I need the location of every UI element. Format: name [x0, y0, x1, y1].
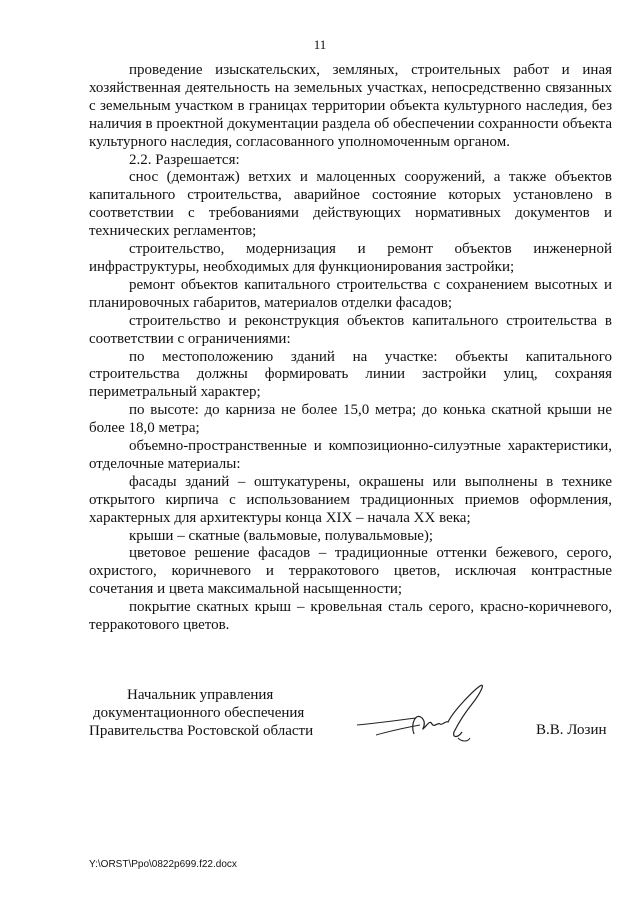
paragraph: строительство, модернизация и ремонт объектов инженерной инфраструктуры, необходимых для функционирования застройки;: [89, 241, 612, 275]
signatory-position-line-3: Правительства Ростовской области: [89, 723, 314, 739]
paragraph: ремонт объектов капитального строительства с сохранением высотных и планировочных габаритов, материалов отделки фасадов;: [89, 276, 612, 311]
handwritten-signature: [354, 680, 484, 750]
paragraph: покрытие скатных крыш – кровельная сталь серого, красно-коричневого, терракотового цветов.: [89, 599, 612, 634]
paragraph: фасады зданий – оштукатурены, окрашены или выполнены в технике открытого кирпича с использованием традиционных приемов оформления, характерных для архитектуры конца XIX – начала XX века;: [89, 473, 612, 526]
paragraph: крыши – скатные (вальмовые, полувальмовые);: [129, 527, 434, 544]
paragraph: по высоте: до карниза не более 15,0 метра; до конька скатной крыши не более 18,0 метра;: [89, 402, 612, 437]
file-path: Y:\ORST\Ppo\0822p699.f22.docx: [89, 859, 237, 870]
paragraph: строительство и реконструкция объектов капитального строительства в соответствии с ограничениями:: [89, 312, 612, 347]
paragraph: объемно-пространственные и композиционно-силуэтные характеристики, отделочные материалы:: [89, 438, 612, 472]
paragraph: проведение изыскательских, земляных, строительных работ и иная хозяйственная деятельность на земельных участках, непосредственно связанных с земельным участком в границах территории объекта культурного наследия, без наличия в проектной документации раздела об обеспечении сохранности объекта культурного наследия, согласованного уполномоченным органом.: [89, 62, 612, 150]
signer-name: В.В. Лозин: [536, 722, 607, 738]
document-body: [89, 62, 612, 635]
paragraph: 2.2. Разрешается:: [129, 151, 240, 168]
signatory-position-line-1: Начальник управления: [127, 687, 274, 703]
paragraph: по местоположению зданий на участке: объекты капитального строительства должны формировать линии застройки улиц, сохраняя периметральный характер;: [89, 348, 612, 401]
paragraph: снос (демонтаж) ветхих и малоценных сооружений, а также объектов капитального строительства, аварийное состояние которых установлено в соответствии с требованиями действующих нормативных документов и технических регламентов;: [89, 169, 612, 240]
page-number: 11: [313, 37, 327, 52]
signatory-position-line-2: документационного обеспечения: [93, 705, 305, 721]
paragraph: цветовое решение фасадов – традиционные оттенки бежевого, серого, охристого, коричневого и терракотового цветов, исключая контрастные сочетания и цвета максимальной насыщенности;: [89, 545, 612, 598]
signature-block: [89, 686, 313, 740]
